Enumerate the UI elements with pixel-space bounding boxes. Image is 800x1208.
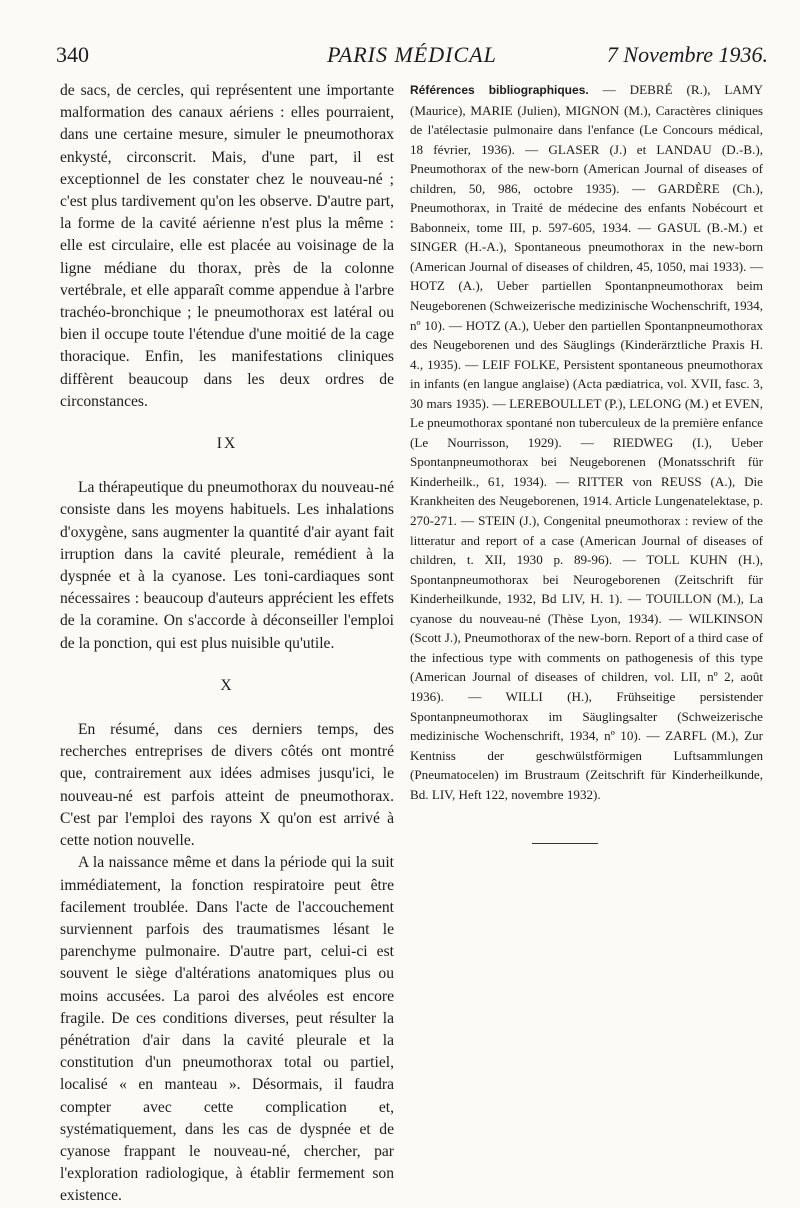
separator-rule: [532, 843, 598, 844]
paragraph-continuation: de sacs, de cercles, qui représentent une importante malformation des canaux aériens : elles pourraient, dans une certaine mesure, simuler le pneumothorax enkysté, circonscrit. Mais, d'une part, il est exceptionnel de les constater chez le nouveau-né ; c'est plus tardivement qu'on les observe. D'autre part, la forme de la cavité aérienne n'est plus la même : elle est circulaire, elle est placée au voisinage de la ligne médiane du thorax, près de la colonne vertébrale, et elle apparaît comme appendue à l'arbre trachéo-bronchique ; le pneumothorax est latéral ou bien il occupe toute l'étendue d'une moitié de la cage thoracique. Enfin, les manifestations cliniques diffèrent beaucoup dans les deux ordres de circonstances.: [60, 82, 394, 410]
journal-title: PARIS MÉDICAL: [327, 42, 497, 67]
page-header: [56, 40, 768, 72]
issue-date: 7 Novembre 1936.: [606, 42, 768, 67]
section-heading-ix: IX: [216, 435, 238, 453]
references-block: [410, 80, 763, 804]
section-heading-x: X: [220, 676, 234, 694]
paragraph-conclusion: A la naissance même et dans la période qui la suit immédiatement, la fonction respiratoire peut être facilement troublée. Dans l'acte de l'accouchement surviennent parfois des traumatismes lésant le parenchyme pulmonaire. D'autre part, celui-ci est souvent le siège d'altérations anatomiques plus ou moins accusées. La paroi des alvéoles est encore fragile. De ces conditions diverses, peut résulter la pénétration d'air dans la cavité pleurale et la constitution d'un pneumothorax total ou partiel, localisé « en manteau ». Désormais, il faudra compter avec cette complication et, systématiquement, dans les cas de dyspnée et de cyanose frappant le nouveau-né, chercher, par l'exploration radiologique, à établir fermement son existence.: [60, 854, 394, 1205]
page-number: 340: [56, 42, 89, 67]
paragraph-summary: En résumé, dans ces derniers temps, des recherches entreprises de divers côtés ont montré que, contrairement aux idées admises jusqu'ici, le nouveau-né est parfois atteint de pneumothorax. C'est par l'emploi des rayons X qu'on est arrivé à cette notion nouvelle.: [60, 721, 394, 850]
left-column: [60, 80, 394, 1208]
paragraph-therapy: La thérapeutique du pneumothorax du nouveau-né consiste dans les moyens habituels. Les inhalations d'oxygène, sans augmenter la quantité d'air ayant fait irruption dans la cavité pleurale, remédient à la dyspnée et à la cyanose. Les toni-cardiaques sont nécessaires : beaucoup d'auteurs apprécient les effets de la coramine. On s'accorde à déconseiller l'emploi de la ponction, qui est plus nuisible qu'utile.: [60, 479, 394, 652]
references-body: — DEBRÉ (R.), LAMY (Maurice), MARIE (Julien), MIGNON (M.), Caractères cliniques de l'atélectasie pulmonaire dans l'enfance (Le Concours médical, 18 février, 1936). — GLASER (J.) et LANDAU (D.-B.), Pneumothorax of the new-born (American Journal of diseases of children, 50, 986, octobre 1935). — GARDÈRE (Ch.), Pneumothorax, in Traité de médecine des enfants Nobécourt et Babonneix, tome III, p. 597-605, 1934. — GASUL (B.-M.) et SINGER (H.-A.), Spontaneous pneumothorax in the new-born (American Journal of diseases of children, 45, 1050, mai 1933). — HOTZ (A.), Ueber partiellen Spontanpneumothorax beim Neugeborenen (Schweizerische medizinische Wochenschrift, 1934, nº 10). — HOTZ (A.), Ueber den partiellen Spontanpneumothorax des Neugeborenen und des Säuglings (Kinderärztliche Praxis H. 4., 1935). — LEIF FOLKE, Persistent spontaneous pneumothorax in infants (en langue anglaise) (Acta pædiatrica, vol. XVII, fasc. 3, 30 mars 1935). — LEREBOULLET (P.), LELONG (M.) et EVEN, Le pneumothorax spontané non tuberculeux de la première enfance (Le Nourrisson, 1929). — RIEDWEG (I.), Ueber Spontanpneumothorax bei Neugeborenen (Monatsschrift für Kinderheilk., 61, 1934). — RITTER von REUSS (A.), Die Krankheiten des Neugeborenen, 1914. Article Lungenatelektase, p. 270-271. — STEIN (J.), Congenital pneumothorax : review of the litteratur and report of a case (American Journal of diseases of children, t. XII, 1930 p. 89-96). — TOLL KUHN (H.), Spontanpneumothorax bei Neurogeborenen (Zeitschrift für Kinderheilkunde, 1932, Bd LIV, H. 1). — TOUILLON (M.), La cyanose du nouveau-né (Thèse Lyon, 1934). — WILKINSON (Scott J.), Pneumothorax of the new-born. Report of a third case of the infectious type with comments on pathogenesis of this type (American Journal of diseases of children, vol. LII, nº 2, août 1936). — WILLI (H.), Frühseitige persistender Spontanpneumothorax im Säuglingsalter (Schweizerische medizinische Wochenschrift, 1934, nº 10). — ZARFL (M.), Zur Kentniss der geschwülstförmigen Luftsammlungen (Pneumatocelen) im Brustraum (Zeitschrift für Kinderheilkunde, Bd. LIV, Heft 122, novembre 1932).: [410, 82, 763, 802]
right-column: [410, 80, 763, 804]
references-title: Références bibliographiques.: [410, 83, 589, 97]
